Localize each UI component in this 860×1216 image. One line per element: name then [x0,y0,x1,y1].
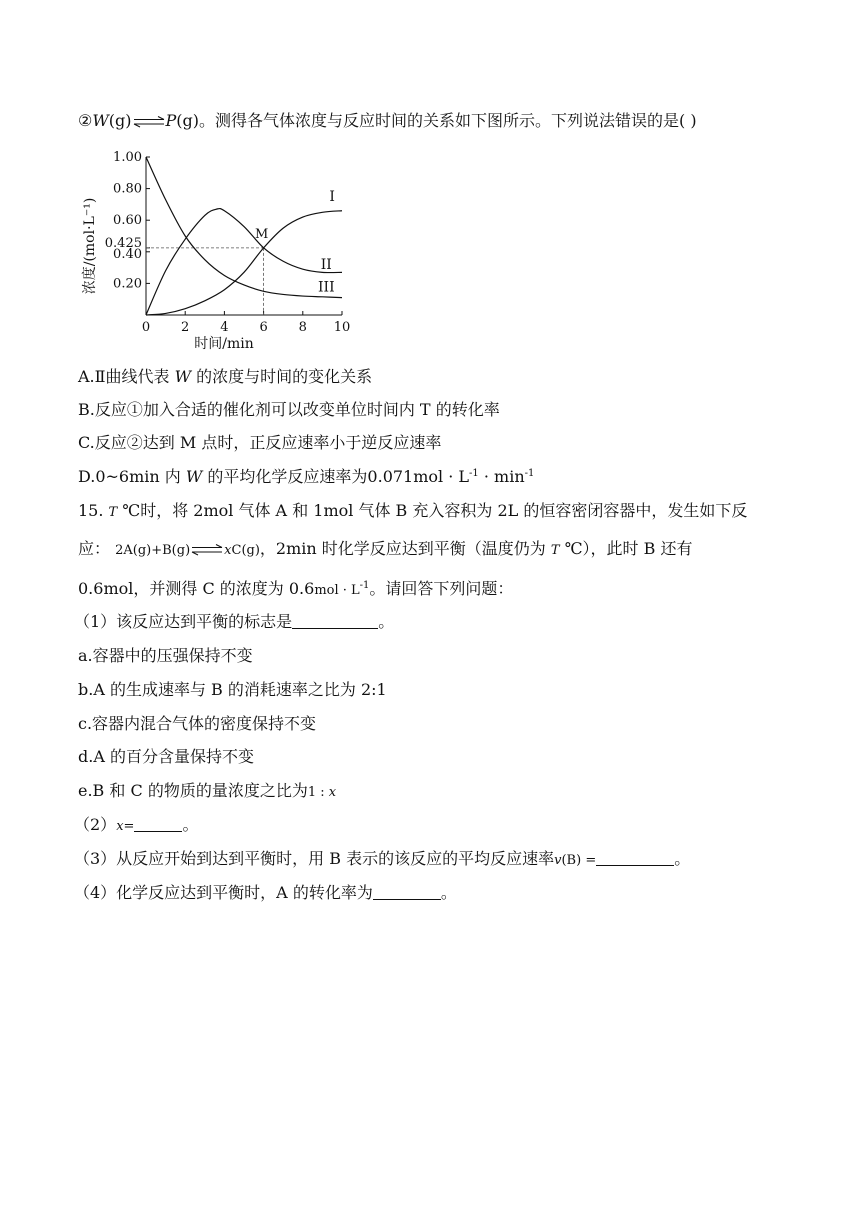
concentration-time-chart [78,145,368,357]
sub-question-1: （1）该反应达到平衡的标志是 。 [74,612,395,631]
equilibrium-arrow-icon [132,116,166,128]
chart-labels [255,189,335,295]
x-tick-label: 8 [298,320,307,335]
choice-b: b.A 的生成速率与 B 的消耗速率之比为 2:1 [78,680,387,699]
sub-question-3: （3）从反应开始到达到平衡时，用 B 表示的该反应的平均反应速率v(B) = 。 [74,849,691,868]
x-tick-label: 4 [220,320,229,335]
choice-c: c.容器内混合气体的密度保持不变 [78,714,317,733]
option-b: B.反应①加入合适的催化剂可以改变单位时间内 T 的转化率 [78,400,500,419]
x-tick-label: 2 [181,320,190,335]
choice-e: e.B 和 C 的物质的量浓度之比为1 : x [78,781,337,800]
x-axis-title: 时间/min [194,336,254,352]
sub-question-4: （4）化学反应达到平衡时，A 的转化率为 。 [74,883,457,902]
series-label-ii: II [320,257,332,274]
chart-axes [81,150,350,352]
answer-blank-4[interactable] [373,884,441,900]
x-tick-label: 0 [141,320,151,335]
series-label-i: I [329,189,335,206]
y-tick-label: 0.40 [113,246,142,262]
sub-question-2: （2）x= 。 [74,815,199,834]
chart-guides [146,248,264,315]
y-tick-label: 0.20 [113,276,142,292]
q15-line-3: 0.6mol，并测得 C 的浓度为 $0.6mol \cdot L^{-1}$。请回答下列问题： [78,579,514,598]
series-line-ii [146,209,342,315]
reaction-2-line: ②W(g) P(g)。测得各气体浓度与反应时间的关系如下图所示。下列说法错误的是( ) [78,111,697,130]
series-label-iii: III [318,279,335,296]
option-d: D.0~6min 内 W 的平均化学反应速率为$0.071mol \cdot L^{-1} \cdot \min^{-1}$ [78,467,535,486]
x-tick-label: 6 [259,320,268,335]
point-m-label: M [254,226,269,242]
q15-line-2: 应： 2A(g)+B(g) xC(g)，2min 时化学反应达到平衡（温度仍为 T ℃），此时 B 还有 [78,539,693,558]
y-tick-label: 1.00 [113,150,142,165]
chart-series [146,157,342,315]
answer-blank-3[interactable] [596,850,674,866]
answer-blank-2[interactable] [134,816,182,832]
x-tick-label: 10 [333,320,351,335]
y-axis-title: 浓度/(mol·L⁻¹) [82,197,98,295]
choice-a: a.容器中的压强保持不变 [78,646,253,665]
answer-blank-1[interactable] [292,613,378,629]
q15-line-1: 15. T ℃时，将 2mol 气体 A 和 1mol 气体 B 充入容积为 2L 的恒容密闭容器中，发生如下反 [78,501,748,520]
equilibrium-arrow-icon [190,544,224,556]
option-c: C.反应②达到 M 点时，正反应速率小于逆反应速率 [78,433,442,452]
y-tick-label: 0.80 [113,181,142,197]
choice-d: d.A 的百分含量保持不变 [78,747,254,766]
y-tick-label: 0.425 [104,235,142,251]
option-a: A.Ⅱ曲线代表 W 的浓度与时间的变化关系 [78,367,373,386]
y-tick-label: 0.60 [113,213,142,229]
